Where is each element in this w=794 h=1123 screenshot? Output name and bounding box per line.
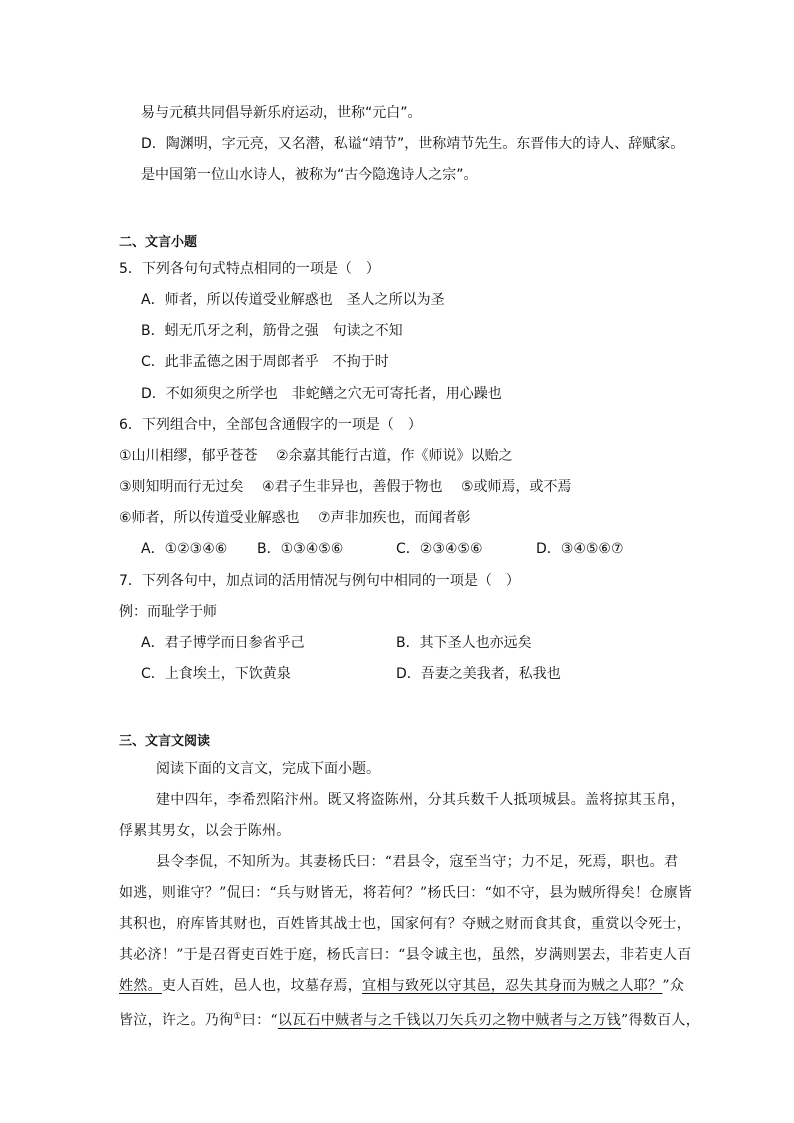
q7-option-b: B．其下圣人也亦远矣 [396,635,532,651]
passage-line-7-middle: 吏人百姓，邑人也，坟墓存焉， [161,978,363,994]
intro-line-2: D．陶渊明，字元亮，又名潜，私谥“靖节”，世称靖节先生。东晋伟大的诗人、辞赋家。 [141,136,685,152]
q6-item-line-2: ③则知明而行无过矣 ④君子生非异也，善假于物也 ⑤或师焉，或不焉 [119,479,572,495]
underlined-sentence-1-end: 姓然。 [119,978,162,994]
passage-line-1: 建中四年，李希烈陷汴州。既又将盗陈州，分其兵数千人抵项城县。盖将掠其玉帛， [156,792,686,808]
passage-line-6: 其必济！”于是召胥吏百姓于庭，杨氏言曰：“县令诚主也，虽然，岁满则罢去，非若吏人百 [119,947,692,963]
passage-line-2: 俘累其男女，以会于陈州。 [119,823,291,839]
q6-option-b: B．①③④⑤⑥ [257,541,344,557]
intro-line-1: 易与元稹共同倡导新乐府运动，世称“元白”。 [141,105,422,121]
passage-line-8-quote-open: 曰：“ [241,1012,278,1029]
q7-option-a: A．君子博学而日参省乎己 [141,635,305,651]
q6-stem: 6．下列组合中，全部包含通假字的一项是（ ） [119,417,422,433]
passage-line-8-start: 皆泣，许之。乃徇 [119,1012,234,1029]
q5-stem: 5．下列各句句式特点相同的一项是（ ） [119,261,380,277]
passage-line-7 [119,977,684,995]
passage-line-7-end: ”众 [662,978,685,994]
q6-option-c: C．②③④⑤⑥ [396,541,483,557]
q7-option-c: C．上食埃土，下饮黄泉 [141,666,291,682]
q5-option-c: C．此非孟德之困于周郎者乎 不拘于时 [141,354,389,370]
passage-line-8-end: ”得数百人， [621,1012,701,1029]
footnote-marker[interactable]: ① [233,1012,242,1022]
q7-stem: 7．下列各句中，加点词的活用情况与例句中相同的一项是（ ） [119,573,520,589]
passage-line-3: 县令李侃，不知所为。其妻杨氏曰：“君县令，寇至当守；力不足，死焉，职也。君 [156,854,679,870]
q7-example: 例：而耻学于师 [119,604,217,620]
q7-option-d: D．吾妻之美我者，私我也 [396,666,561,682]
section-2-heading: 二、文言小题 [119,235,198,250]
passage-line-4: 如逃，则谁守？”侃曰：“兵与财皆无，将若何？”杨氏曰：“如不守，县为贼所得矣！仓廪皆 [119,885,693,901]
underlined-sentence-3: 以瓦石中贼者与之千钱以刀矢兵刃之物中贼者与之万钱 [277,1012,622,1029]
section-3-heading: 三、文言文阅读 [119,734,211,749]
passage-line-5: 其积也，府库皆其财也，百姓皆其战士也，国家何有？夺贼之财而食其食，重赏以令死士， [119,916,691,932]
q5-option-a: A．师者，所以传道受业解惑也 圣人之所以为圣 [141,292,445,308]
passage-line-8 [119,1008,700,1030]
intro-line-3: 是中国第一位山水诗人，被称为“古今隐逸诗人之宗”。 [141,167,478,183]
q6-item-line-3: ⑥师者，所以传道受业解惑也 ⑦声非加疾也，而闻者彰 [119,510,471,526]
q5-option-d: D．不如须臾之所学也 非蛇鳝之穴无可寄托者，用心躁也 [141,386,502,402]
q6-option-a: A．①②③④⑥ [141,541,228,557]
underlined-sentence-2: 宜相与致死以守其邑，忍失其身而为贼之人耶？ [362,978,663,994]
q5-option-b: B．蚓无爪牙之利，筋骨之强 句读之不知 [141,323,403,339]
q6-item-line-1: ①山川相缪，郁乎苍苍 ②余嘉其能行古道，作《师说》以贻之 [119,448,513,464]
q6-option-d: D．③④⑤⑥⑦ [536,541,624,557]
reading-instruction: 阅读下面的文言文，完成下面小题。 [156,761,380,777]
